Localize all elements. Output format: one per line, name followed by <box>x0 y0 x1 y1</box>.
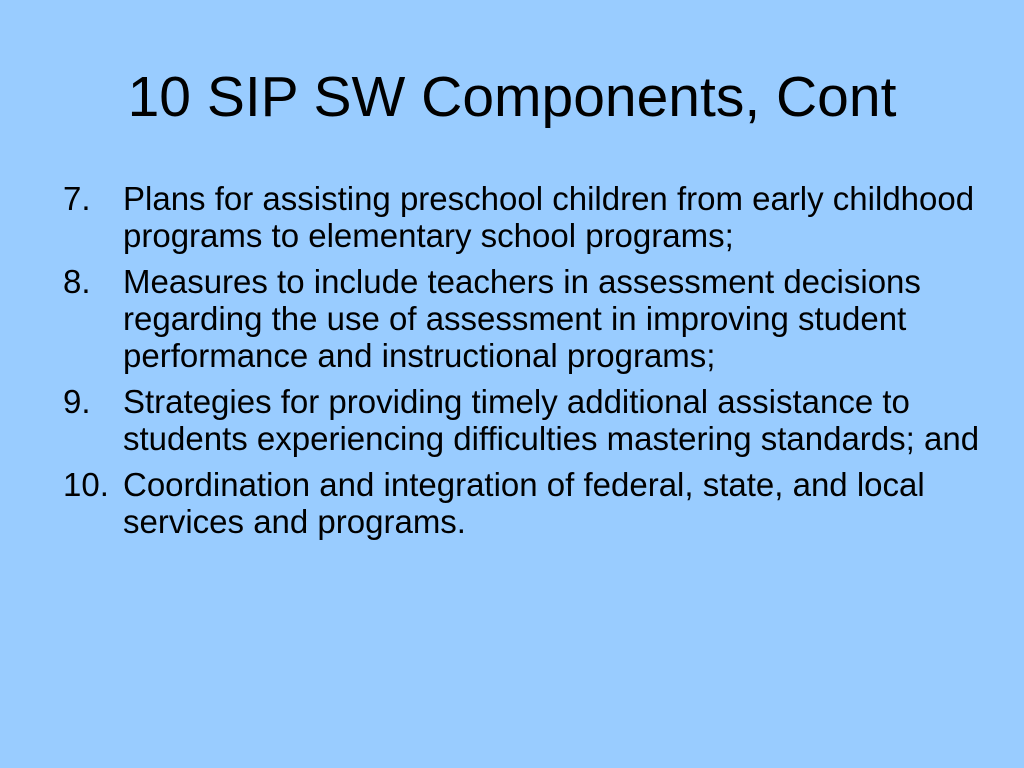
list-item-text: Plans for assisting preschool children from early childhood programs to elementary school programs; <box>123 180 975 254</box>
list-item-number: 7. <box>63 180 91 217</box>
list-item <box>63 383 983 457</box>
list-item <box>63 466 983 540</box>
list-item-number: 8. <box>63 263 91 300</box>
list-item-number: 9. <box>63 383 91 420</box>
list-item-text: Strategies for providing timely additional assistance to students experiencing difficulties mastering standards; and <box>123 383 980 457</box>
list-item-text: Coordination and integration of federal, state, and local services and programs. <box>123 466 925 540</box>
slide-title: 10 SIP SW Components, Cont <box>127 65 897 129</box>
list-item-number: 10. <box>63 466 109 503</box>
component-list <box>63 180 983 549</box>
list-item-text: Measures to include teachers in assessment decisions regarding the use of assessment in improving student performance and instructional programs; <box>123 263 921 374</box>
list-item <box>63 263 983 374</box>
list-item <box>63 180 983 254</box>
